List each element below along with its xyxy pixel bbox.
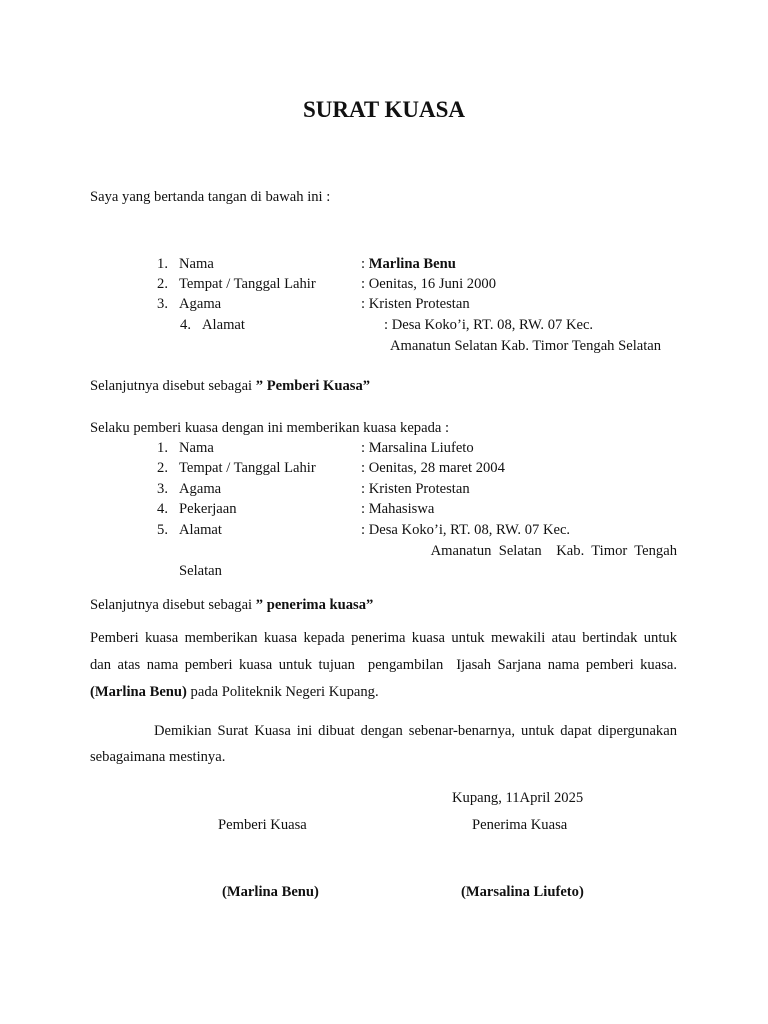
field-value: : Marsalina Liufeto	[361, 440, 474, 456]
list-number: 2.	[157, 276, 168, 292]
field-value: : Kristen Protestan	[361, 296, 470, 312]
field-label: Nama	[179, 256, 214, 272]
list-number: 4.	[157, 501, 168, 517]
field-label: Agama	[179, 296, 222, 312]
penerima-intro: Selaku pemberi kuasa dengan ini memberikan kuasa kepada :	[90, 420, 450, 436]
right-signatory-name: (Marsalina Liufeto)	[461, 884, 584, 900]
field-value: : Marlina Benu	[361, 256, 456, 272]
penerima-designation: Selanjutnya disebut sebagai ” penerima kuasa”	[90, 597, 374, 613]
field-label: Alamat	[202, 317, 245, 333]
right-role: Penerima Kuasa	[472, 817, 568, 833]
list-number: 3.	[157, 296, 168, 312]
field-value: : Desa Koko’i, RT. 08, RW. 07 Kec.	[361, 522, 571, 538]
list-number: 5.	[157, 522, 168, 538]
field-label: Tempat / Tanggal Lahir	[179, 460, 316, 476]
field-value-continued: Selatan	[179, 563, 222, 579]
list-number: 1.	[157, 256, 168, 272]
pemberi-designation: Selanjutnya disebut sebagai ” Pemberi Kuasa”	[90, 378, 371, 394]
field-value: : Oenitas, 16 Juni 2000	[361, 276, 496, 292]
pemberi-name: Marlina Benu	[368, 256, 456, 272]
closing-line: sebagaimana mestinya.	[90, 749, 226, 765]
field-value-continued: Amanatun Selatan Kab. Timor Tengah	[430, 543, 677, 559]
field-label: Nama	[179, 440, 214, 456]
field-label: Alamat	[179, 522, 222, 538]
field-value-continued: Amanatun Selatan Kab. Timor Tengah Selatan	[390, 338, 662, 354]
left-role: Pemberi Kuasa	[218, 817, 307, 833]
left-signatory-name: (Marlina Benu)	[222, 884, 319, 900]
field-label: Agama	[179, 481, 222, 497]
field-label: Pekerjaan	[179, 501, 237, 517]
body-line: Pemberi kuasa memberikan kuasa kepada penerima kuasa untuk mewakili atau bertindak untuk	[90, 630, 677, 646]
list-number: 2.	[157, 460, 168, 476]
field-value: : Kristen Protestan	[361, 481, 470, 497]
intro-text: Saya yang bertanda tangan di bawah ini :	[90, 189, 331, 205]
list-number: 3.	[157, 481, 168, 497]
field-label: Tempat / Tanggal Lahir	[179, 276, 316, 292]
closing-line: Demikian Surat Kuasa ini dibuat dengan sebenar-benarnya, untuk dapat dipergunakan	[154, 723, 677, 739]
body-line: dan atas nama pemberi kuasa untuk tujuan pengambilan Ijasah Sarjana nama pemberi kuasa.	[90, 657, 677, 673]
field-value: : Oenitas, 28 maret 2004	[361, 460, 505, 476]
field-value: : Desa Koko’i, RT. 08, RW. 07 Kec.	[384, 317, 594, 333]
body-line: (Marlina Benu) pada Politeknik Negeri Kupang.	[90, 684, 379, 700]
document-title: SURAT KUASA	[302, 97, 466, 122]
field-value: : Mahasiswa	[361, 501, 435, 517]
list-number: 1.	[157, 440, 168, 456]
list-number: 4.	[180, 317, 191, 333]
place-date: Kupang, 11April 2025	[452, 790, 584, 806]
